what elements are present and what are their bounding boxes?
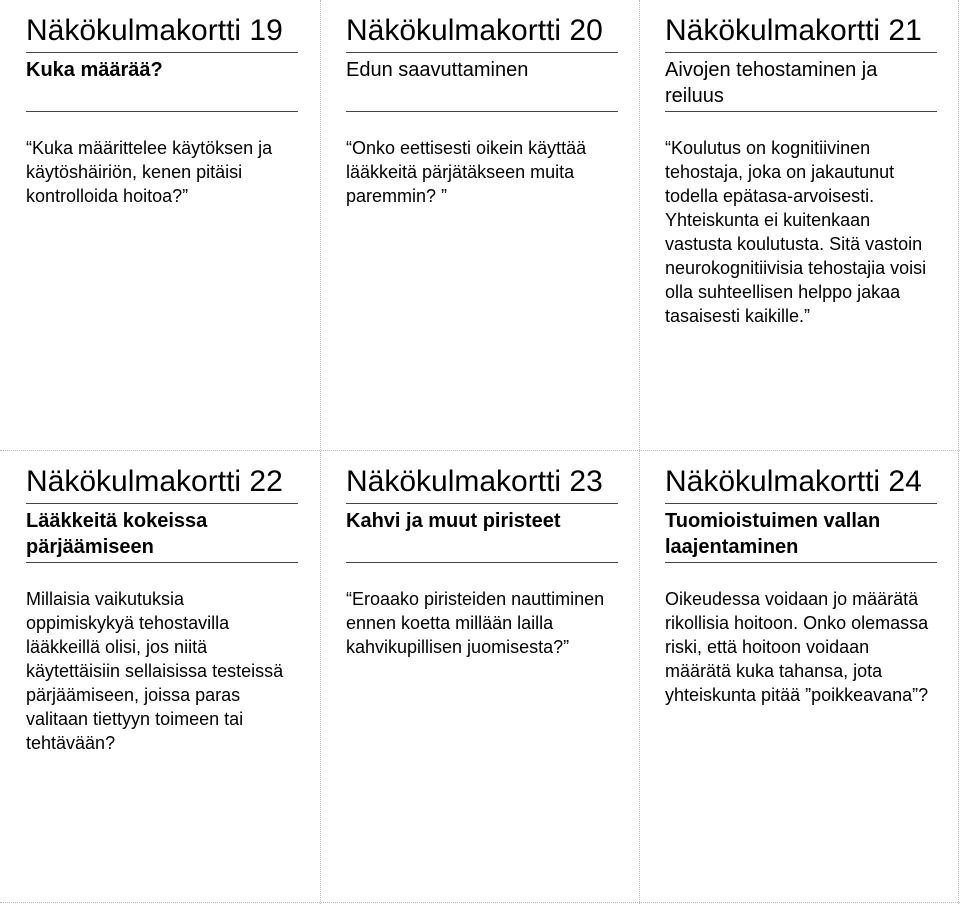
card-divider	[26, 562, 298, 563]
card-title: Näkökulmakortti 19	[26, 14, 283, 47]
card-divider	[665, 111, 937, 112]
perspective-card-23	[320, 451, 639, 902]
perspective-card-20	[320, 0, 639, 450]
perspective-card-21	[639, 0, 958, 450]
card-title: Näkökulmakortti 23	[346, 465, 603, 498]
card-title: Näkökulmakortti 21	[665, 14, 922, 47]
card-divider	[346, 562, 618, 563]
card-subtitle: Kahvi ja muut piristeet	[346, 510, 561, 532]
card-body: Oikeudessa voidaan jo määrätä rikollisia hoitoon. Onko olemassa riski, että hoitoon voidaan määrätä kuka tahansa, jota yhteiskunta pitää ”poikkeavana”?	[665, 589, 929, 705]
card-divider	[26, 111, 298, 112]
card-title: Näkökulmakortti 22	[26, 465, 283, 498]
cut-line-horizontal	[0, 902, 960, 903]
card-body: “Kuka määrittelee käytöksen ja käytöshäiriön, kenen pitäisi kontrolloida hoitoa?”	[26, 138, 273, 206]
cut-line-vertical	[958, 0, 959, 904]
card-title: Näkökulmakortti 24	[665, 465, 922, 498]
card-body: “Koulutus on kognitiivinen tehostaja, joka on jakautunut todella epätasa-arvoisesti. Yhteiskunta ei kuitenkaan vastusta koulutusta. Sitä vastoin neurokognitiivisia tehostajia voisi olla suhteellisen helppo jakaa tasaisesti kaikille.”	[665, 138, 927, 326]
card-divider	[346, 111, 618, 112]
card-body: “Onko eettisesti oikein käyttää lääkkeitä pärjätäkseen muita paremmin? ”	[346, 138, 587, 206]
card-title: Näkökulmakortti 20	[346, 14, 603, 47]
card-subtitle: Kuka määrää?	[26, 59, 163, 81]
card-subtitle: Tuomioistuimen vallan laajentaminen	[665, 510, 881, 558]
card-body: “Eroaako piristeiden nauttiminen ennen koetta millään lailla kahvikupillisen juomisesta?”	[346, 589, 605, 657]
card-divider	[665, 562, 937, 563]
card-subtitle: Edun saavuttaminen	[346, 59, 529, 81]
perspective-card-19	[0, 0, 320, 450]
card-subtitle: Lääkkeitä kokeissa pärjäämiseen	[26, 510, 208, 558]
perspective-card-22	[0, 451, 320, 902]
perspective-card-24	[639, 451, 958, 902]
card-body: Millaisia vaikutuksia oppimiskykyä tehostavilla lääkkeillä olisi, jos niitä käytettäisiin sellaisissa testeissä pärjäämiseen, joissa paras valitaan tiettyyn toimeen tai tehtävään?	[26, 589, 284, 753]
card-subtitle: Aivojen tehostaminen ja reiluus	[665, 59, 878, 107]
